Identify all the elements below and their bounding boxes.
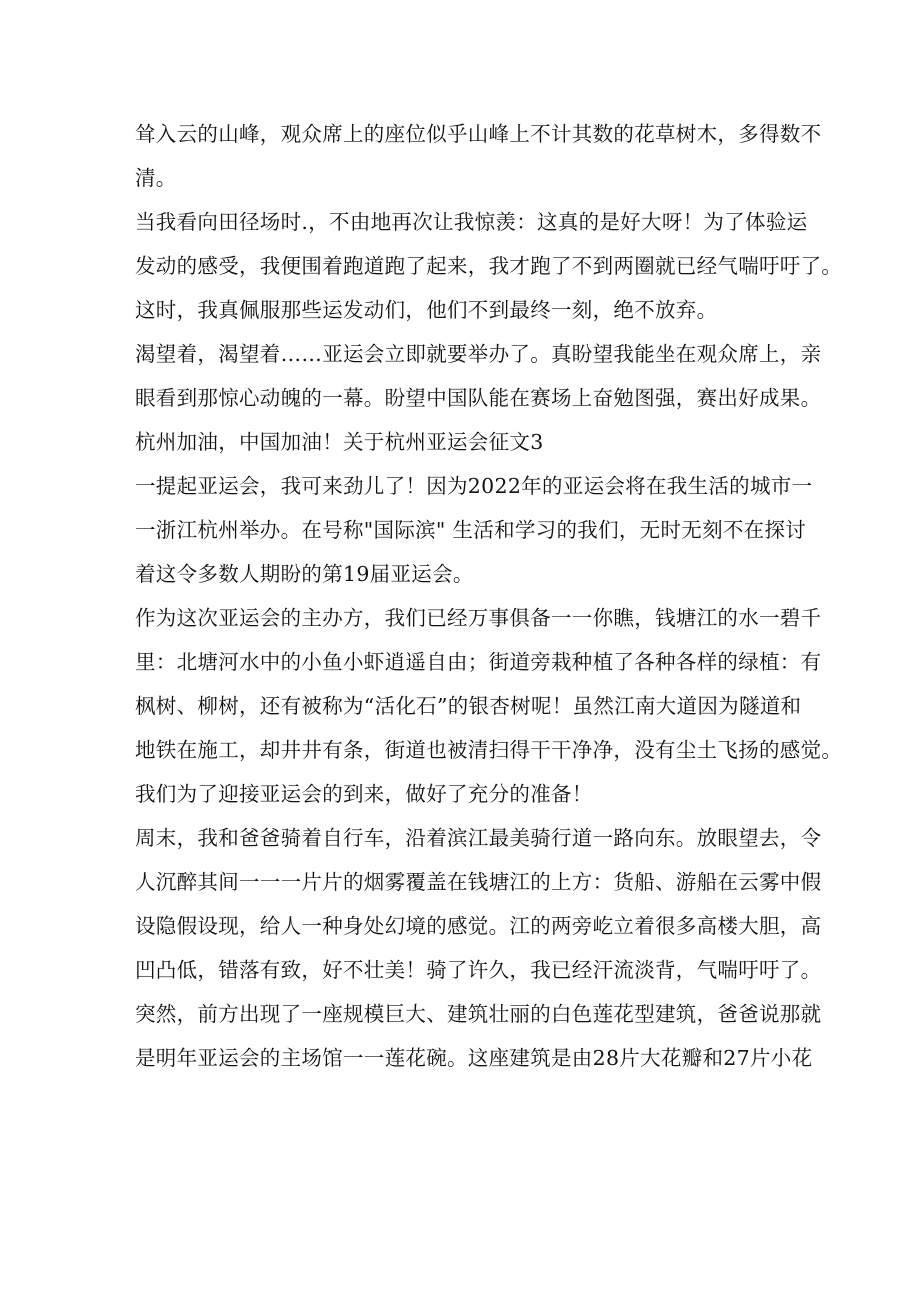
text-line: 眼看到那惊心动魄的一幕。盼望中国队能在赛场上奋勉图强，赛出好成果。 <box>135 386 822 410</box>
section-heading: 杭州加油，中国加油！关于杭州亚运会征文3 <box>135 430 544 454</box>
text-line: 人沉醉其间一一一片片的烟雾覆盖在钱塘江的上方：货船、游船在云雾中假 <box>135 870 822 894</box>
document-body <box>135 112 843 1080</box>
text-line: 这时，我真佩服那些运发动们，他们不到最终一刻，绝不放弃。 <box>135 298 718 322</box>
text-line: 作为这次亚运会的主办方，我们已经万事俱备一一你瞧，钱塘江的水一碧千 <box>135 606 822 630</box>
text-line: 当我看向田径场时.，不由地再次让我惊羡：这真的是好大呀！为了体验运 <box>135 210 808 234</box>
text-line: 枫树、柳树，还有被称为“活化石”的银杏树呢！虽然江南大道因为隧道和 <box>135 694 802 718</box>
text-line: 一提起亚运会，我可来劲儿了！因为2022年的亚运会将在我生活的城市一 <box>135 474 813 498</box>
text-line: 我们为了迎接亚运会的到来，做好了充分的准备！ <box>135 782 593 806</box>
text-line: 里：北塘河水中的小鱼小虾逍遥自由；街道旁栽种植了各种各样的绿植：有 <box>135 650 822 674</box>
text-line: 周末，我和爸爸骑着自行车，沿着滨江最美骑行道一路向东。放眼望去，令 <box>135 826 822 850</box>
text-line: 一浙江杭州举办。在号称"国际滨" 生活和学习的我们，无时无刻不在探讨 <box>135 518 807 542</box>
text-line: 是明年亚运会的主场馆一一莲花碗。这座建筑是由28片大花瓣和27片小花 <box>135 1046 813 1070</box>
text-line: 着这令多数人期盼的第19届亚运会。 <box>135 562 474 586</box>
text-line: 耸入云的山峰，观众席上的座位似乎山峰上不计其数的花草树木，多得数不 <box>135 122 822 146</box>
text-line: 设隐假设现，给人一种身处幻境的感觉。江的两旁屹立着很多高楼大胆，高 <box>135 914 822 938</box>
text-line: 突然，前方出现了一座规模巨大、建筑壮丽的白色莲花型建筑，爸爸说那就 <box>135 1002 822 1026</box>
text-line: 发动的感受，我便围着跑道跑了起来，我才跑了不到两圈就已经气喘吁吁了。 <box>135 254 843 278</box>
text-line: 清。 <box>135 166 177 190</box>
text-line: 地铁在施工，却井井有条，街道也被清扫得干干净净，没有尘土飞扬的感觉。 <box>135 738 843 762</box>
text-line: 凹凸低，错落有致，好不壮美！骑了许久，我已经汗流淡背，气喘吁吁了。 <box>135 958 822 982</box>
text-line: 渴望着，渴望着……亚运会立即就要举办了。真盼望我能坐在观众席上，亲 <box>135 342 822 366</box>
